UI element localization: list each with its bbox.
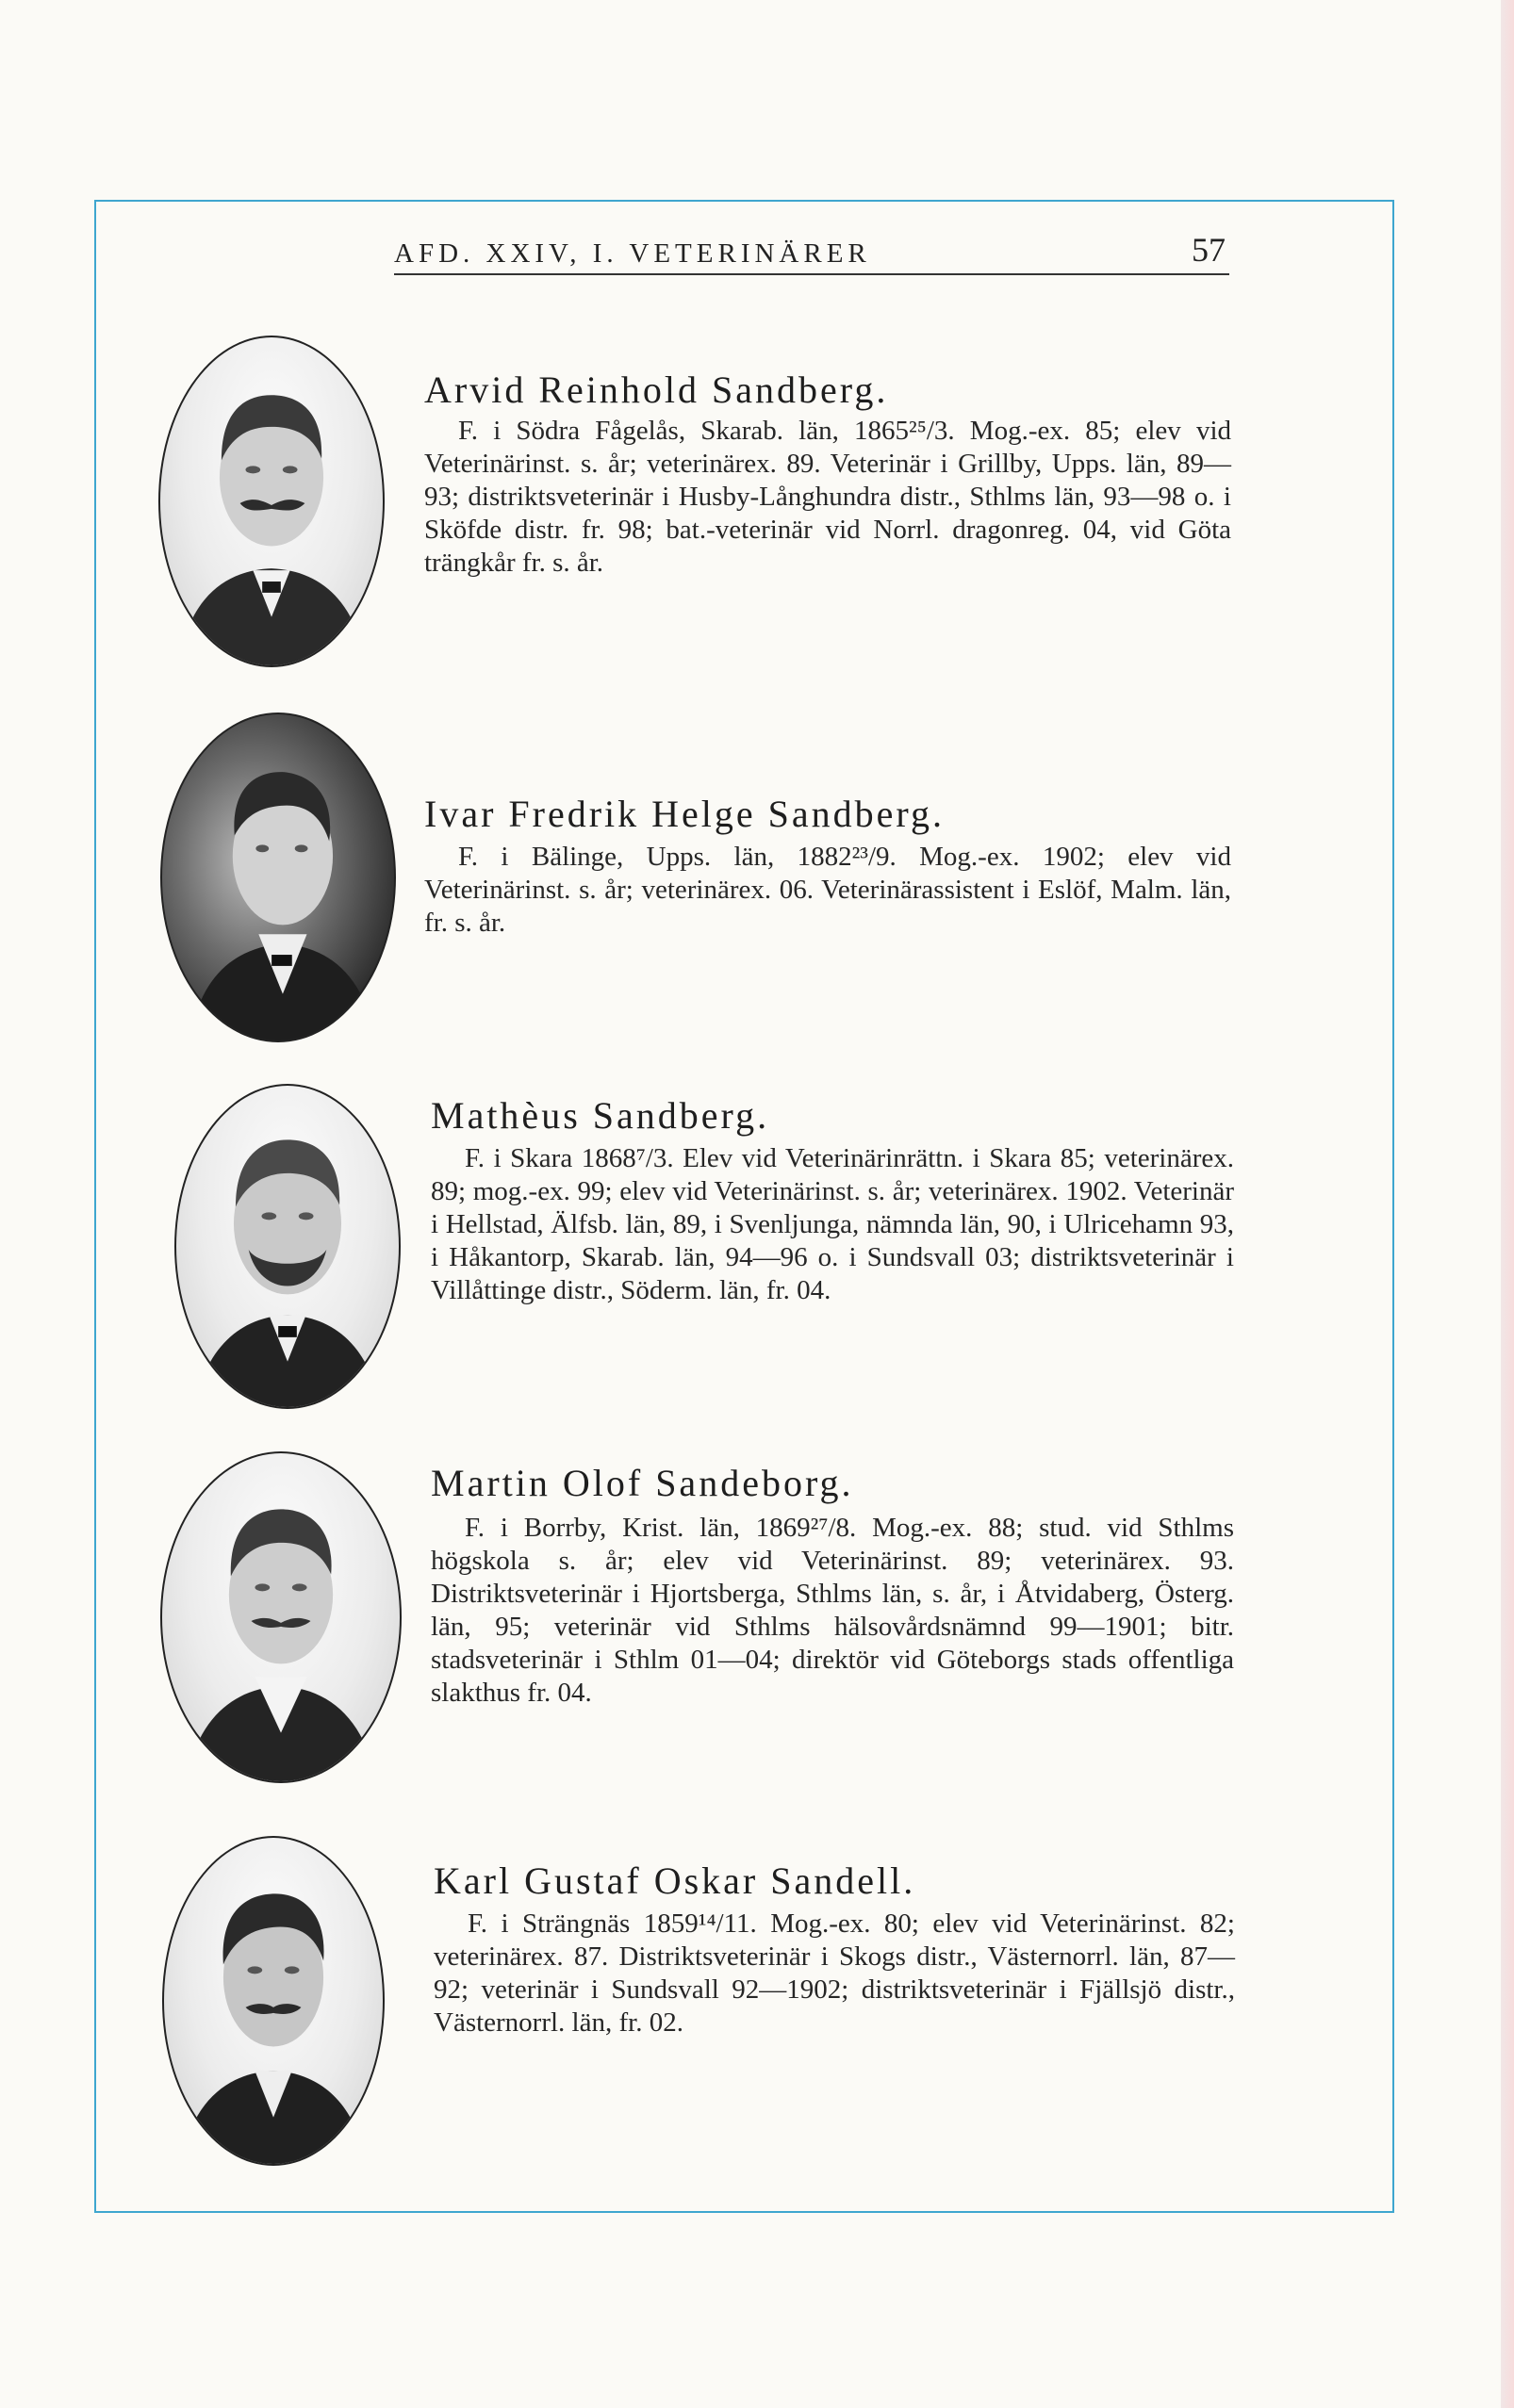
entry-bio <box>424 841 1231 940</box>
page-edge <box>1501 0 1514 2408</box>
entry-bio <box>431 1512 1234 1710</box>
portrait-sandberg-arvid <box>158 336 385 667</box>
entry-name: Mathèus Sandberg. <box>431 1094 770 1137</box>
entry-bio <box>434 1908 1235 2039</box>
entry-name: Martin Olof Sandeborg. <box>431 1462 854 1504</box>
entry-bio-text: F. i Skara 1868⁷/3. Elev vid Veterinärinrättn. i Skara 85; veterinärex. 89; mog.-ex. 99; elev vid Veterinärinst. s. år; veterinärex. 1902. Veterinär i Hellstad, Älfsb. län, 89, i Svenljunga, nämnda län, 90, i Ulricehamn 93, i Håkantorp, Skarab. län, 94—96 o. i Sundsvall 03; distriktsveterinär i Villåttinge distr., Söderm. län, fr. 04. <box>431 1143 1234 1305</box>
entry-name: Ivar Fredrik Helge Sandberg. <box>424 793 946 835</box>
page-number: 57 <box>1192 231 1226 269</box>
portrait-sandeborg-martin <box>160 1451 402 1783</box>
entry-name: Karl Gustaf Oskar Sandell. <box>434 1859 916 1902</box>
portrait-sandberg-ivar <box>160 713 396 1042</box>
entry-bio-text: F. i Borrby, Krist. län, 1869²⁷/8. Mog.-ex. 88; stud. vid Sthlms högskola s. år; elev vid Veterinärinst. 89; veterinärex. 93. Distriktsveterinär i Hjortsberga, Sthlms län, s. år, i Åtvidaberg, Österg. län, 95; veterinär vid Sthlms hälsovårdsnämnd 99—1901; bitr. stadsveterinär i Sthlm 01—04; direktör vid Göteborgs stads offentliga slakthus fr. 04. <box>431 1513 1234 1708</box>
entry-bio-text: F. i Södra Fågelås, Skarab. län, 1865²⁵/3. Mog.-ex. 85; elev vid Veterinärinst. s. år; veterinärex. 89. Veterinär i Grillby, Upps. län, 89—93; distriktsveterinär i Husby-Långhundra distr., Sthlms län, 93—98 o. i Sköfde distr. fr. 98; bat.-veterinär vid Norrl. dragonreg. 04, vid Göta trängkår fr. s. år. <box>424 416 1231 578</box>
portrait-sandell-karl <box>162 1836 385 2166</box>
entry-bio-text: F. i Strängnäs 1859¹⁴/11. Mog.-ex. 80; elev vid Veterinärinst. 82; veterinärex. 87. Distriktsveterinär i Skogs distr., Västernorrl. län, 87—92; veterinär i Sundsvall 92—1902; distriktsveterinär i Fjällsjö distr., Västernorrl. län, fr. 02. <box>434 1908 1235 2038</box>
portrait-sandberg-matheus <box>174 1084 401 1409</box>
entry-name: Arvid Reinhold Sandberg. <box>424 369 889 411</box>
entry-bio <box>431 1142 1234 1307</box>
entry-bio-text: F. i Bälinge, Upps. län, 1882²³/9. Mog.-ex. 1902; elev vid Veterinärinst. s. år; veterinärex. 06. Veterinärassistent i Eslöf, Malm. län, fr. s. år. <box>424 842 1231 938</box>
entry-bio <box>424 415 1231 580</box>
running-title: AFD. XXIV, I. VETERINÄRER <box>394 238 871 269</box>
running-head <box>394 232 1229 275</box>
